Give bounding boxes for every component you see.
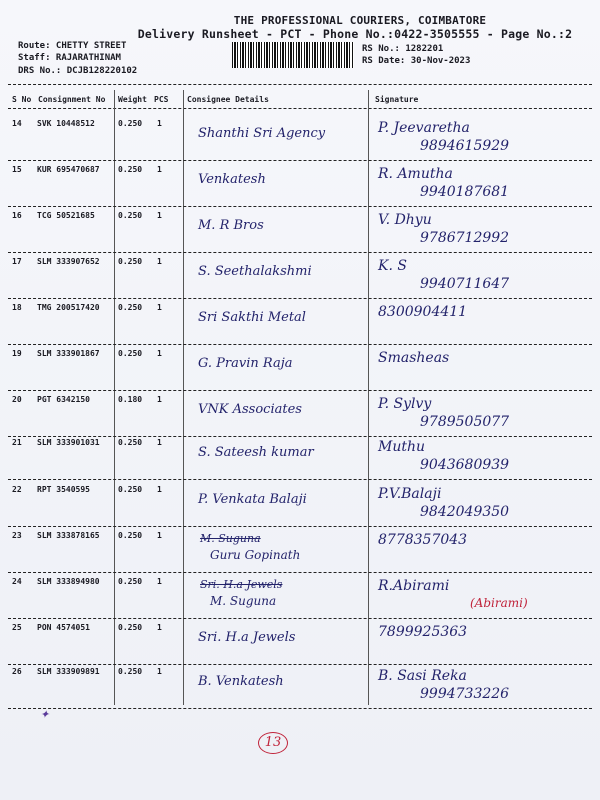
row-26-pcs: 1	[157, 667, 162, 676]
row-25-consignment: PON 4574051	[37, 623, 90, 632]
row-23-divider	[8, 572, 592, 573]
row-18-pcs: 1	[157, 303, 162, 312]
header-rule-top	[8, 84, 592, 85]
row-20-signature: P. Sylvy	[378, 396, 432, 412]
row-24-phone: (Abirami)	[470, 596, 528, 610]
row-15-weight: 0.250	[118, 165, 143, 174]
row-23-consignee: M. Suguna	[200, 532, 261, 545]
row-24-signature: R.Abirami	[378, 578, 450, 594]
drs-label: DRS No.: DCJB128220102	[18, 66, 138, 76]
row-20-sno: 20	[12, 395, 22, 404]
row-18-divider	[8, 344, 592, 345]
row-25-consignee: Sri. H.a Jewels	[198, 630, 296, 645]
row-21-weight: 0.250	[118, 438, 143, 447]
row-24-pcs: 1	[157, 577, 162, 586]
row-15-phone: 9940187681	[420, 184, 510, 200]
row-24-divider	[8, 618, 592, 619]
row-14-pcs: 1	[157, 119, 162, 128]
row-19-consignment: SLM 333901867	[37, 349, 100, 358]
stamp-mark-icon: ✦	[40, 708, 50, 721]
barcode	[232, 42, 354, 68]
row-20-consignment: PGT 6342150	[37, 395, 90, 404]
row-20-pcs: 1	[157, 395, 162, 404]
row-21-signature: Muthu	[378, 439, 426, 455]
row-17-consignment: SLM 333907652	[37, 257, 100, 266]
row-26-signature: B. Sasi Reka	[378, 668, 467, 684]
row-17-phone: 9940711647	[420, 276, 510, 292]
row-22-sno: 22	[12, 485, 22, 494]
row-19-consignee: G. Pravin Raja	[198, 356, 293, 371]
row-15-divider	[8, 206, 592, 207]
row-17-pcs: 1	[157, 257, 162, 266]
row-20-consignee: VNK Associates	[198, 402, 302, 417]
row-20-phone: 9789505077	[420, 414, 510, 430]
row-26-weight: 0.250	[118, 667, 143, 676]
row-26-sno: 26	[12, 667, 22, 676]
col-consignee: Consignee Details	[187, 95, 269, 104]
row-24-consignee-2: M. Suguna	[210, 594, 277, 608]
col-divider-3	[368, 90, 369, 705]
row-14-consignee: Shanthi Sri Agency	[198, 126, 326, 141]
row-18-sno: 18	[12, 303, 22, 312]
col-divider-1	[114, 90, 115, 705]
row-14-sno: 14	[12, 119, 22, 128]
row-14-divider	[8, 160, 592, 161]
row-23-signature: 8778357043	[378, 532, 468, 548]
col-pcs: PCS	[154, 95, 169, 104]
row-22-consignment: RPT 3540595	[37, 485, 90, 494]
row-16-sno: 16	[12, 211, 22, 220]
row-22-consignee: P. Venkata Balaji	[198, 492, 307, 507]
row-16-signature: V. Dhyu	[378, 212, 432, 228]
row-24-consignment: SLM 333894980	[37, 577, 100, 586]
row-19-divider	[8, 390, 592, 391]
row-16-phone: 9786712992	[420, 230, 510, 246]
row-18-weight: 0.250	[118, 303, 143, 312]
col-consignment: Consignment No	[38, 95, 106, 104]
row-15-sno: 15	[12, 165, 22, 174]
company-title: THE PROFESSIONAL COURIERS, COIMBATORE	[233, 14, 487, 27]
row-21-consignee: S. Sateesh kumar	[198, 445, 314, 460]
row-25-sno: 25	[12, 623, 22, 632]
row-14-phone: 9894615929	[420, 138, 510, 154]
route-label: Route: CHETTY STREET	[18, 41, 127, 51]
row-22-phone: 9842049350	[420, 504, 510, 520]
row-15-pcs: 1	[157, 165, 162, 174]
row-26-phone: 9994733226	[420, 686, 510, 702]
row-24-sno: 24	[12, 577, 22, 586]
row-17-signature: K. S	[378, 258, 407, 274]
row-21-consignment: SLM 333901031	[37, 438, 100, 447]
row-26-consignee: B. Venkatesh	[198, 674, 284, 689]
row-26-consignment: SLM 333909891	[37, 667, 100, 676]
row-15-consignment: KUR 695470687	[37, 165, 100, 174]
header-rule-bottom	[8, 108, 592, 109]
row-21-phone: 9043680939	[420, 457, 510, 473]
row-25-divider	[8, 664, 592, 665]
row-26-divider	[8, 708, 592, 709]
col-weight: Weight	[118, 95, 147, 104]
row-21-sno: 21	[12, 438, 22, 447]
row-25-weight: 0.250	[118, 623, 143, 632]
row-21-pcs: 1	[157, 438, 162, 447]
row-18-consignee: Sri Sakthi Metal	[198, 310, 306, 325]
staff-label: Staff: RAJARATHINAM	[18, 53, 121, 63]
row-18-consignment: TMG 200517420	[37, 303, 100, 312]
row-25-pcs: 1	[157, 623, 162, 632]
rs-date: RS Date: 30-Nov-2023	[362, 56, 471, 66]
row-23-weight: 0.250	[118, 531, 143, 540]
row-19-pcs: 1	[157, 349, 162, 358]
row-22-pcs: 1	[157, 485, 162, 494]
row-19-sno: 19	[12, 349, 22, 358]
row-20-weight: 0.180	[118, 395, 143, 404]
row-23-sno: 23	[12, 531, 22, 540]
row-17-divider	[8, 298, 592, 299]
col-sno: S No	[12, 95, 32, 104]
rs-number: RS No.: 1282201	[362, 44, 444, 54]
row-19-signature: Smasheas	[378, 350, 450, 366]
row-21-divider	[8, 479, 592, 480]
row-18-signature: 8300904411	[378, 304, 468, 320]
row-14-signature: P. Jeevaretha	[378, 120, 470, 136]
runsheet-subtitle: Delivery Runsheet - PCT - Phone No.:0422-3505555 - Page No.:2	[137, 27, 573, 41]
row-23-consignee-2: Guru Gopinath	[210, 548, 301, 562]
row-22-divider	[8, 526, 592, 527]
col-signature: Signature	[375, 95, 419, 104]
row-14-weight: 0.250	[118, 119, 143, 128]
row-23-pcs: 1	[157, 531, 162, 540]
row-14-consignment: SVK 10448512	[37, 119, 95, 128]
row-17-sno: 17	[12, 257, 22, 266]
row-16-consignment: TCG 50521685	[37, 211, 95, 220]
row-20-divider	[8, 436, 592, 437]
col-divider-2	[183, 90, 184, 705]
row-17-weight: 0.250	[118, 257, 143, 266]
row-22-signature: P.V.Balaji	[378, 486, 442, 502]
row-15-consignee: Venkatesh	[198, 172, 266, 187]
row-24-consignee: Sri. H.a Jewels	[200, 578, 283, 591]
row-15-signature: R. Amutha	[378, 166, 453, 182]
row-16-consignee: M. R Bros	[198, 218, 264, 233]
row-23-consignment: SLM 333878165	[37, 531, 100, 540]
page-count-mark: 13	[258, 732, 288, 754]
row-22-weight: 0.250	[118, 485, 143, 494]
row-16-divider	[8, 252, 592, 253]
row-17-consignee: S. Seethalakshmi	[198, 264, 312, 279]
row-16-weight: 0.250	[118, 211, 143, 220]
row-16-pcs: 1	[157, 211, 162, 220]
row-25-signature: 7899925363	[378, 624, 468, 640]
row-24-weight: 0.250	[118, 577, 143, 586]
row-19-weight: 0.250	[118, 349, 143, 358]
